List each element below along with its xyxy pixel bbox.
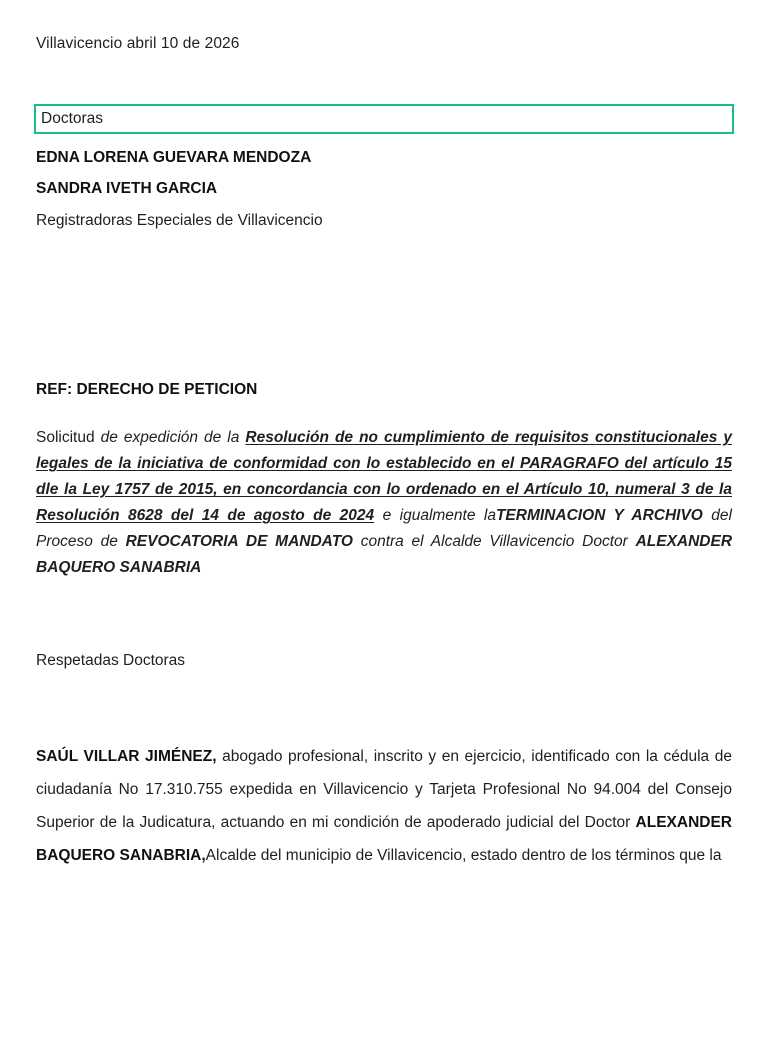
body-text-2: Alcalde del municipio de Villavicencio, estado dentro de los términos que la [205, 847, 722, 864]
recipient-name-2: SANDRA IVETH GARCIA [36, 180, 218, 197]
recipient-name-1: EDNA LORENA GUEVARA MENDOZA [36, 149, 312, 166]
petitioner-name: SAÚL VILLAR JIMÉNEZ, [36, 748, 217, 765]
reference-label: REF: DERECHO DE PETICION [36, 381, 258, 398]
request-paragraph [36, 425, 732, 581]
body-paragraph [36, 740, 732, 872]
addressee-intro: Doctoras [41, 110, 104, 127]
addressee-highlight-box [34, 104, 734, 134]
spacer [36, 670, 732, 740]
request-tail-b: del Proceso de [36, 507, 732, 550]
request-tail-bold-c: ALEXANDER BAQUERO SANABRIA [36, 533, 733, 576]
request-underlined-text: Resolución de no cumplimiento de requisitos constitucionales y legales de la iniciativa de conformidad con lo establecido en el PARAGRAFO del artículo 15 dle la Ley 1757 de 2015, en concordancia con lo ordenado en el Artículo 10, numeral 3 de la Resolución 8628 del 14 de agosto de 2024 [36, 429, 732, 524]
spacer [36, 581, 732, 651]
request-lead-italic: de expedición de la [94, 429, 246, 446]
body-text-1: abogado profesional, inscrito y en ejercicio, identificado con la cédula de ciudadanía No 17.310.755 expedida en Villavicencio y Tarjeta Profesional No 94.004 del Consejo Superior de la Judicatura, actuando en mi condición de apoderado judicial del Doctor [36, 748, 732, 831]
date-line: Villavicencio abril 10 de 2026 [36, 35, 240, 52]
spacer [36, 230, 732, 380]
recipient-role: Registradoras Especiales de Villavicencio [36, 212, 323, 229]
request-tail-bold-b: REVOCATORIA DE MANDATO [125, 533, 353, 550]
request-tail-a: e igualmente la [374, 507, 496, 524]
request-lead-plain: Solicitud [36, 429, 95, 446]
request-tail-c: contra el Alcalde Villavicencio Doctor [352, 533, 636, 550]
request-tail-bold-a: TERMINACION Y ARCHIVO [495, 507, 703, 524]
greeting-line: Respetadas Doctoras [36, 652, 186, 669]
spacer [36, 54, 732, 104]
client-name: ALEXANDER BAQUERO SANABRIA, [36, 814, 732, 864]
